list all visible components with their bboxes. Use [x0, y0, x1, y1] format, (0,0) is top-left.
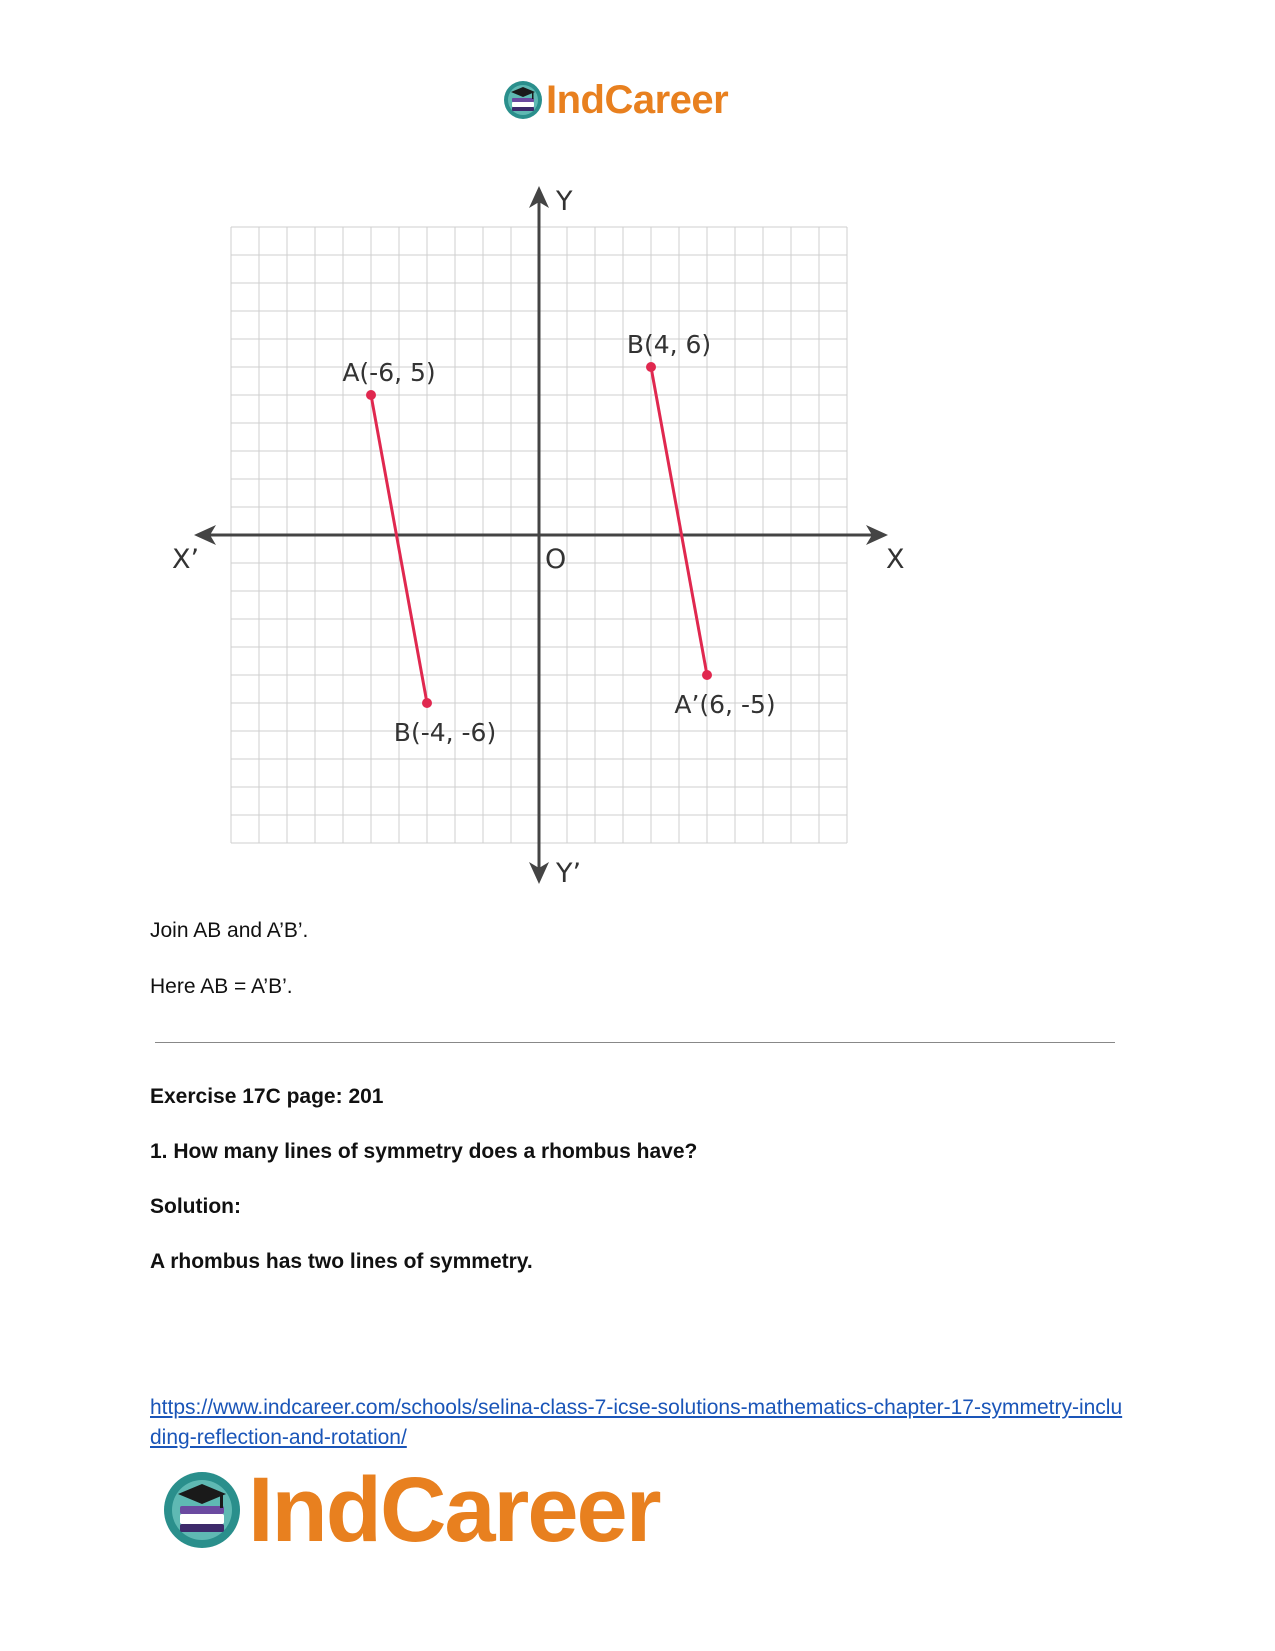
logo-wordmark: IndCareer	[248, 1459, 660, 1561]
point-marker	[422, 698, 432, 708]
join-statement: Join AB and A’B’.	[150, 919, 309, 942]
point-label: A(-6, 5)	[342, 358, 436, 387]
x-prime-axis-label: X’	[172, 544, 200, 575]
point-marker	[366, 390, 376, 400]
question-text: 1. How many lines of symmetry does a rhombus have?	[150, 1140, 698, 1163]
point-marker	[646, 362, 656, 372]
exercise-heading: Exercise 17C page: 201	[150, 1085, 384, 1108]
equality-statement: Here AB = A’B’.	[150, 975, 293, 998]
indcareer-logo-footer	[162, 1459, 660, 1561]
axes	[194, 186, 888, 884]
point-label: B(4, 6)	[626, 330, 712, 359]
section-divider	[155, 1042, 1115, 1043]
answer-text: A rhombus has two lines of symmetry.	[150, 1250, 533, 1273]
graduation-book-icon	[162, 1470, 242, 1550]
y-axis-label: Y	[556, 186, 573, 217]
x-axis-label: X	[886, 544, 905, 575]
origin-label: O	[545, 544, 567, 575]
source-link[interactable]: https://www.indcareer.com/schools/selina-class-7-icse-solutions-mathematics-chapter-17-symmetry-including-reflection-and-rotation/	[150, 1396, 1123, 1449]
logo-wordmark: IndCareer	[546, 78, 729, 122]
point-label: B(-4, -6)	[393, 718, 497, 747]
solution-label: Solution:	[150, 1195, 241, 1218]
point-label: A’(6, -5)	[674, 690, 776, 719]
point-marker	[702, 670, 712, 680]
y-prime-axis-label: Y’	[556, 858, 582, 889]
